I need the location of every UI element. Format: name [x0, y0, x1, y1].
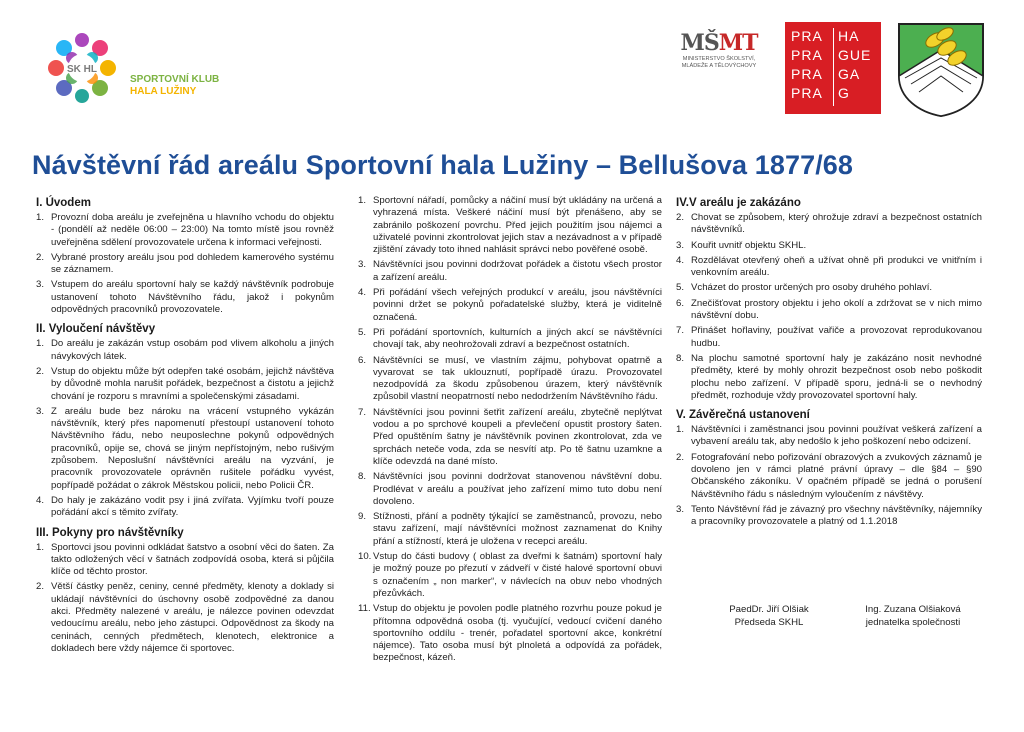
signature-chairman-name: PaedDr. Jiří Olšiak: [729, 604, 809, 615]
list-item-number: 6.: [358, 354, 367, 366]
list-item: [676, 298, 982, 323]
list-item-text: Větší částky peněz, ceniny, cenné předměty, klenoty a doklady si ukládají návštěvníci do úschovny osobě zodpovědné za danou akci. Předměty nalezené v areálu, je nálezce povinen odevzdat vedoucímu areálu, nebo jeho zástupci. Odpovědnost za škody na ceninách, cenných předmětech, klenotech, elektronice a dokladech bere vždy nájemce či sportovec.: [51, 581, 334, 654]
list-item: [36, 495, 334, 520]
page-title: Návštěvní řád areálu Sportovní hala Lužiny – Bellušova 1877/68: [32, 150, 854, 180]
list-item: [358, 407, 662, 468]
list-item: [358, 355, 662, 404]
signature-executive-role: jednatelka společnosti: [865, 617, 961, 628]
list-item-number: 7.: [676, 325, 685, 337]
list-item: [358, 195, 662, 256]
list-item-text: Kouřit uvnitř objektu SKHL.: [691, 239, 807, 251]
list-item: [36, 338, 334, 363]
list-item-number: 4.: [676, 254, 685, 266]
list-item-number: 2.: [676, 212, 685, 223]
praha-right-2: GUE: [838, 47, 872, 63]
list-item-text: Při pořádání všech veřejných produkcí v areálu, jsou návštěvníci povinni držet se pokynů pořadatelské služby, která je viditelně označená.: [373, 287, 662, 323]
list-item-number: 1.: [36, 338, 45, 350]
msmt-mark: [664, 30, 774, 56]
signature-executive: [848, 603, 978, 629]
list-item: [676, 240, 982, 252]
list-item-text: Návštěvníci jsou povinni dodržovat pořádek a čistotu všech prostor a zařízení areálu.: [373, 259, 662, 283]
list-item-number: 4.: [358, 287, 367, 299]
list-item-text: Vstup do části budovy ( oblast za dveřmi k šatnám) sportovní haly je možný pouze po přezutí v zádveří v čisté halové sportovní obuvi s označením „ non marker“, v návlecích na obuv nebo vhodných přezůvkách.: [373, 551, 662, 599]
praha-right-4: G: [838, 85, 850, 101]
list-item-number: 4.: [36, 494, 45, 506]
list-item-text: Rozdělávat otevřený oheň a užívat ohně při produkci ve vnitřním i venkovním areálu.: [691, 254, 982, 279]
list-item: [358, 287, 662, 324]
list-item-number: 9.: [358, 511, 367, 523]
skhl-logo: [42, 28, 222, 118]
list-item-number: 3.: [358, 259, 367, 271]
list-item: [676, 255, 982, 280]
list-item-text: Stížnosti, přání a podněty týkající se zaměstnanců, provozu, nebo stavu zařízení, mají návštěvníci možnost zaznamenat do Knihy přání a stížností, která je uložena v recepci areálu.: [373, 511, 662, 547]
list-item-text: Návštěvníci i zaměstnanci jsou povinni používat veškerá zařízení a vybavení areálu tak, aby nedošlo k jeho poškození nebo odcizení.: [691, 424, 982, 448]
list-item-number: 2.: [36, 365, 45, 377]
list-item-number: 5.: [358, 326, 367, 338]
list-item-text: Vstup do objektu může být odepřen také osobám, jejichž návštěva by důvodně mohla narušit pořádek, bezpečnost a čistotu a jejichž chování je rozporu s mravními a společenskými zásadami.: [51, 365, 334, 402]
list-item: [36, 581, 334, 655]
section-heading-vylouceni: II. Vyloučení návštěvy: [36, 323, 156, 336]
list-item-text: Vcházet do prostor určených pro osoby druhého pohlaví.: [691, 282, 933, 294]
list-item-number: 1.: [676, 424, 685, 436]
club-name-line2: HALA LUŽINY: [130, 86, 197, 97]
list-item: [676, 353, 982, 402]
list-item: [36, 252, 334, 277]
list-item-number: 1.: [36, 212, 45, 223]
list-item-number: 1.: [36, 541, 45, 553]
msmt-logo: [664, 30, 774, 90]
club-name: [130, 74, 219, 98]
praha-logo-right-column: [838, 27, 871, 103]
list-item-number: 8.: [676, 352, 685, 364]
list-item-number: 6.: [676, 297, 685, 309]
list-item-number: 2.: [676, 451, 685, 463]
praha-left-3: PRA: [791, 66, 823, 82]
list-item-number: 2.: [36, 581, 45, 593]
section-list-pokyny: [36, 542, 334, 656]
list-item: [676, 452, 982, 501]
signature-chairman: [724, 603, 814, 629]
list-item-text: Přinášet hořlaviny, používat vařiče a provozovat reprodukovanou hudbu.: [691, 325, 982, 349]
club-name-line1: SPORTOVNÍ KLUB: [130, 74, 220, 85]
list-item-text: Z areálu bude bez nároku na vrácení vstupného vykázán návštěvník, který přes napomenutí přestoupí ustanovení tohoto Návštěvního řádu, nebo neuposlechne pokynů odpovědných pracovníků, opije se, chová se jiným nepřístojným, nebo rušivým způsobem. Neposlušní návštěvníci areálu na vyzvání, je pracovník provozovatele oprávněn rušitele pořádku vyvést, popřípadě požádat o zákrok Městskou policii, nebo Policii ČR.: [51, 405, 334, 491]
list-item: [358, 551, 662, 600]
section-list-uvodem: [36, 212, 334, 316]
list-item-text: Na plochu samotné sportovní haly je zakázáno nosit nevhodné předměty, které by mohly ohrozit bezpečnost osob nebo poškodit plochu nebo zařízení. V případě sporu, jedná-li se o nevhodný předmět, rozhoduje vždy provozovatel sportovní haly.: [691, 352, 982, 401]
list-item-text: Návštěvníci se musí, ve vlastním zájmu, pohybovat opatrně a vyvarovat se tak uklouznutí, popřípadě úrazu. Provozovatel nezodpovídá za škodu způsobenou úrazem, který návštěvník způsobil vlastní neopatrností nebo nedodržením Návštěvního řádu.: [373, 354, 662, 403]
list-item: [36, 406, 334, 492]
list-item-text: Návštěvníci jsou povinni dodržovat stanovenou návštěvní dobu. Prodlévat v areálu a používat jeho zařízení mimo tuto dobu není dovoleno.: [373, 471, 662, 507]
section-heading-uvodem: I. Úvodem: [36, 197, 91, 209]
section-list-vylouceni: [36, 338, 334, 519]
list-item: [676, 424, 982, 449]
msmt-mark-right: MT: [718, 30, 758, 56]
list-item-number: 2.: [36, 251, 45, 263]
list-item: [676, 504, 982, 529]
list-item-number: 3.: [676, 239, 685, 251]
list-item-number: 11.: [358, 603, 371, 615]
praha-right-1: HA: [838, 28, 860, 44]
section-heading-zakazano: IV.V areálu je zakázáno: [676, 197, 801, 209]
list-item-text: Fotografování nebo pořizování obrazových a zvukových záznamů je dovoleno jen v rámci platné právní úpravy – dle §84 – §90 Občanského zákoníku. V opačném případě se jedná o porušení Návštěvního řádu s následným vyloučením z návštěvy.: [691, 451, 982, 500]
list-item-text: Tento Návštěvní řád je závazný pro všechny návštěvníky, nájemníky a pracovníky provozovatele a platný od 1.1.2018: [691, 503, 982, 528]
section-list-pokyny-continued: [358, 195, 662, 665]
list-item: [36, 542, 334, 579]
list-item-number: 3.: [676, 503, 685, 515]
list-item-text: Znečišťovat prostory objektu i jeho okolí a zdržovat se v nich mimo návštěvní dobu.: [691, 297, 982, 322]
list-item: [358, 471, 662, 508]
list-item-text: Sportovci jsou povinni odkládat šatstvo a osobní věci do šaten. Za takto odložených věcí v šatnách zodpovídá osoba, která si půjčila klíče od těchto prostor.: [51, 541, 334, 578]
list-item-number: 10.: [358, 551, 372, 563]
signature-chairman-role: Předseda SKHL: [734, 617, 804, 628]
list-item-text: Vstup do objektu je povolen podle platného rozvrhu pouze pokud je přítomna odpovědná osoba (tj. vyučující, vedoucí cvičení daného sportovního oddílu - trenér, pořadatel sportovní akce, konkrétní nájemce). Tato osoba musí být plnoletá a odpovídá za pořádek, bezpečnost, kázeň.: [373, 603, 662, 664]
skhl-logo-initials: SK HL: [67, 64, 97, 75]
section-heading-pokyny: III. Pokyny pro návštěvníky: [36, 526, 184, 539]
praha-left-2: PRA: [791, 47, 823, 63]
praha-right-3: GA: [838, 66, 861, 82]
list-item: [358, 603, 662, 664]
list-item: [36, 366, 334, 403]
praha-logo: [785, 22, 881, 114]
column-2: [358, 195, 662, 668]
list-item: [676, 325, 982, 350]
list-item-text: Provozní doba areálu je zveřejněna u hlavního vchodu do objektu - (pondělí až neděle 06:00 – 23:00) Na tomto místě jsou rovněž uveřejněna sdělení provozovatele určena k informaci veřejnosti.: [51, 212, 334, 248]
list-item-text: Návštěvníci jsou povinni šetřit zařízení areálu, zbytečně neplýtvat vodou a po sprchové koupeli a převlečení opustit prostory šaten. Před opuštěním šatny je návštěvník povinen zkontrolovat, zda ve sprchách neteče voda, zda se nesvítí atp. Po tě šatnu uzamkne a klíče odevzdá na dané místo.: [373, 406, 662, 467]
list-item-number: 7.: [358, 406, 367, 418]
msmt-caption-line1: MINISTERSTVO ŠKOLSTVÍ,: [682, 56, 756, 62]
list-item-number: 5.: [676, 282, 685, 294]
list-item: [358, 511, 662, 548]
list-item: [676, 282, 982, 294]
list-item-number: 1.: [358, 195, 367, 206]
praha-left-1: PRA: [791, 28, 823, 44]
msmt-mark-left: MŠ: [680, 30, 719, 56]
list-item-text: Při pořádání sportovních, kulturních a jiných akcí se návštěvníci chovají tak, aby neohrožovali zdraví a bezpečnost ostatních.: [373, 326, 662, 351]
praha-logo-left-column: [791, 27, 823, 103]
list-item: [36, 279, 334, 316]
praha-logo-divider: [833, 28, 834, 106]
list-item-text: Do areálu je zakázán vstup osobám pod vlivem alkoholu a jiných návykových látek.: [51, 338, 334, 362]
section-list-zakazano: [676, 212, 982, 402]
coat-of-arms-icon: [895, 20, 987, 118]
section-heading-zaverecna: V. Závěrečná ustanovení: [676, 409, 810, 422]
list-item: [358, 327, 662, 352]
list-item: [676, 212, 982, 237]
list-item-text: Vstupem do areálu sportovní haly se každý návštěvník podrobuje ustanovení tohoto Návštěvního řádu, jakož i pokynům odpovědných pracovníků provozovatele.: [51, 279, 334, 316]
column-3: [676, 192, 982, 532]
skhl-logo-icon: [42, 28, 122, 108]
msmt-caption-line2: MLÁDEŽE A TĚLOVÝCHOVY: [681, 63, 757, 69]
section-list-zaverecna: [676, 424, 982, 528]
list-item-number: 3.: [36, 279, 45, 291]
list-item-number: 3.: [36, 405, 45, 417]
list-item-text: Vybrané prostory areálu jsou pod dohledem kamerového systému se záznamem.: [51, 251, 334, 276]
list-item-text: Chovat se způsobem, který ohrožuje zdraví a bezpečnost ostatních návštěvníků.: [691, 212, 982, 236]
list-item: [36, 212, 334, 249]
list-item-text: Sportovní nářadí, pomůcky a náčiní musí být ukládány na určená a vyhrazená místa. Veškeré náčiní musí být přenášeno, aby se zabránilo poškození povrchu. Před jejich použitím jsou nájemci a uživatelé povinni zkontrolovat jejich stav a nezávadnost a v případě zjištění závady toto ihned nahlásit správci nebo pověřené osobě.: [373, 195, 662, 256]
signature-executive-name: Ing. Zuzana Olšiaková: [865, 604, 961, 615]
praha-left-4: PRA: [791, 85, 823, 101]
list-item-text: Do haly je zakázáno vodit psy i jiná zvířata. Vyjímku tvoří pouze pořádání akcí s těmito zvířaty.: [51, 494, 334, 519]
list-item: [358, 259, 662, 284]
column-1: [36, 192, 334, 658]
list-item-number: 8.: [358, 471, 367, 483]
